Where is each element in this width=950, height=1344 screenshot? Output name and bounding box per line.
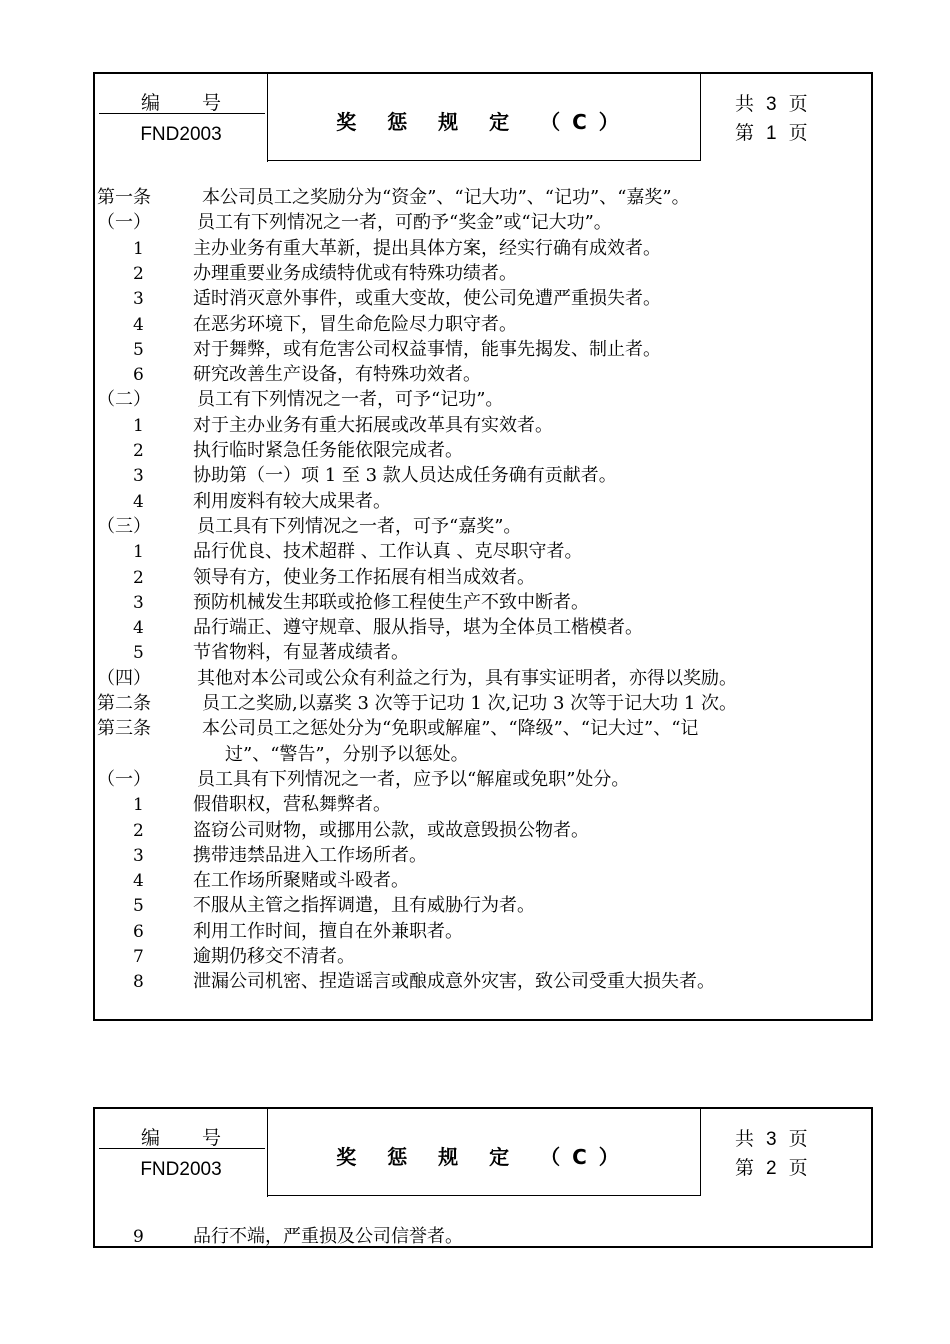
- document-title: 奖 惩 规 定 （C）: [336, 1145, 631, 1169]
- clause-text: 节省物料，有显著成绩者。: [193, 642, 409, 664]
- clause-text: 员工有下列情况之一者，可予“记功”。: [197, 389, 504, 411]
- page-suffix: 页: [788, 122, 808, 144]
- item-number: 6: [133, 365, 144, 386]
- section-label: （一）: [97, 212, 151, 234]
- code-cell: [95, 74, 268, 162]
- clause-text: 协助第（一）项 1 至 3 款人员达成任务确有贡献者。: [193, 465, 617, 487]
- document-page-2: [93, 1107, 873, 1248]
- item-number: 3: [133, 845, 144, 866]
- page-suffix: 页: [788, 1157, 808, 1179]
- code-value: FND2003: [140, 124, 222, 145]
- clause-text: 办理重要业务成绩特优或有特殊功绩者。: [193, 262, 517, 284]
- article-label: 第三条: [97, 718, 151, 740]
- item-number: 3: [133, 592, 144, 613]
- item-number: 1: [133, 542, 144, 563]
- code-cell: [95, 1109, 268, 1197]
- clause-text: 员工具有下列情况之一者，可予“嘉奖”。: [197, 515, 522, 537]
- clause-text: 领导有方，使业务工作拓展有相当成效者。: [193, 566, 535, 588]
- code-label: 编 号: [140, 1127, 240, 1149]
- item-number: 1: [133, 415, 144, 436]
- item-number: 5: [133, 339, 144, 360]
- page-suffix: 页: [788, 93, 808, 115]
- section-label: （三）: [97, 515, 151, 537]
- clause-text: 本公司员工之奖励分为“资金”、“记大功”、“记功”、“嘉奖”。: [202, 187, 690, 208]
- clause-text: 预防机械发生邦联或抢修工程使生产不致中断者。: [193, 591, 589, 613]
- clause-text: 利用废料有较大成果者。: [193, 490, 391, 512]
- clause-text: 员工具有下列情况之一者，应予以“解雇或免职”处分。: [197, 768, 630, 790]
- section-label: （一）: [97, 768, 151, 790]
- clause-text: 在恶劣环境下，冒生命危险尽力职守者。: [193, 313, 517, 335]
- total-pages: 3: [766, 1129, 777, 1150]
- article-label: 第二条: [97, 693, 151, 714]
- clause-text: 主办业务有重大革新，提出具体方案，经实行确有成效者。: [193, 237, 661, 259]
- clause-text: 对于主办业务有重大拓展或改革具有实效者。: [193, 414, 553, 436]
- title-cell: [267, 1109, 701, 1196]
- item-number: 3: [133, 289, 144, 310]
- item-number: 4: [133, 618, 144, 639]
- item-number: 1: [133, 238, 144, 259]
- page-header: [95, 74, 871, 162]
- item-number: 3: [133, 466, 144, 487]
- divider: [99, 113, 265, 114]
- clause-text: 员工之奖励,以嘉奖 3 次等于记功 1 次,记功 3 次等于记大功 1 次。: [202, 693, 738, 714]
- item-number: 4: [133, 314, 144, 335]
- article-label: 第一条: [97, 187, 151, 208]
- code-value: FND2003: [140, 1159, 222, 1180]
- item-number: 2: [133, 263, 144, 284]
- clause-text: 假借职权，营私舞弊者。: [193, 794, 391, 816]
- clause-text: 盗窃公司财物，或挪用公款，或故意毁损公物者。: [193, 819, 589, 841]
- item-number: 5: [133, 896, 144, 917]
- total-pages: 3: [766, 94, 777, 115]
- clause-text: 品行优良、技术超群 、工作认真 、克尽职守者。: [193, 541, 583, 563]
- total-prefix: 共: [735, 1128, 755, 1150]
- clause-text: 本公司员工之惩处分为“免职或解雇”、“降级”、“记大过”、“记: [202, 718, 699, 740]
- clause-text: 员工有下列情况之一者，可酌予“奖金”或“记大功”。: [197, 212, 612, 234]
- clause-text: 逾期仍移交不清者。: [193, 946, 355, 967]
- clause-text: 不服从主管之指挥调遣，且有威胁行为者。: [193, 895, 535, 917]
- item-number: 4: [133, 871, 144, 892]
- page-counter: [735, 90, 808, 148]
- title-cell: [267, 74, 701, 161]
- item-number: 2: [133, 441, 144, 461]
- current-prefix: 第: [735, 122, 755, 144]
- total-prefix: 共: [735, 93, 755, 115]
- clause-text: 携带违禁品进入工作场所者。: [193, 844, 427, 866]
- clause-text: 其他对本公司或公众有利益之行为，具有事实证明者，亦得以奖励。: [197, 667, 737, 689]
- clause-text: 泄漏公司机密、捏造谣言或酿成意外灾害，致公司受重大损失者。: [193, 971, 715, 993]
- section-label: （四）: [97, 667, 151, 689]
- item-number: 6: [133, 921, 144, 942]
- item-number: 8: [133, 972, 144, 993]
- page-header: [95, 1109, 871, 1197]
- current-page: 2: [766, 1158, 777, 1179]
- item-number: 4: [133, 491, 144, 512]
- item-number: 2: [133, 567, 144, 588]
- clause-text: 适时消灭意外事件，或重大变故，使公司免遭严重损失者。: [193, 288, 661, 310]
- document-title: 奖 惩 规 定 （C）: [336, 110, 631, 134]
- clause-text: 品行不端，严重损及公司信誉者。: [193, 1226, 463, 1247]
- item-number: 7: [133, 947, 144, 967]
- clause-text: 对于舞弊，或有危害公司权益事情，能事先揭发、制止者。: [193, 338, 661, 360]
- clause-text: 利用工作时间，擅自在外兼职者。: [193, 920, 463, 942]
- document-page-1: [93, 72, 873, 1021]
- item-number: 1: [133, 795, 144, 816]
- clause-text: 过”、“警告”，分别予以惩处。: [225, 743, 469, 765]
- code-label: 编 号: [140, 92, 240, 114]
- page-counter: [735, 1125, 808, 1183]
- current-prefix: 第: [735, 1157, 755, 1179]
- divider: [99, 1148, 265, 1149]
- page-suffix: 页: [788, 1128, 808, 1150]
- section-label: （二）: [97, 389, 151, 411]
- clause-text: 研究改善生产设备，有特殊功效者。: [193, 364, 481, 386]
- item-number: 9: [133, 1227, 144, 1247]
- clause-text: 品行端正、遵守规章、服从指导，堪为全体员工楷模者。: [193, 617, 643, 639]
- clause-text: 在工作场所聚赌或斗殴者。: [193, 870, 409, 892]
- clause-text: 执行临时紧急任务能依限完成者。: [193, 440, 463, 461]
- current-page: 1: [766, 123, 777, 144]
- item-number: 2: [133, 820, 144, 841]
- item-number: 5: [133, 643, 144, 664]
